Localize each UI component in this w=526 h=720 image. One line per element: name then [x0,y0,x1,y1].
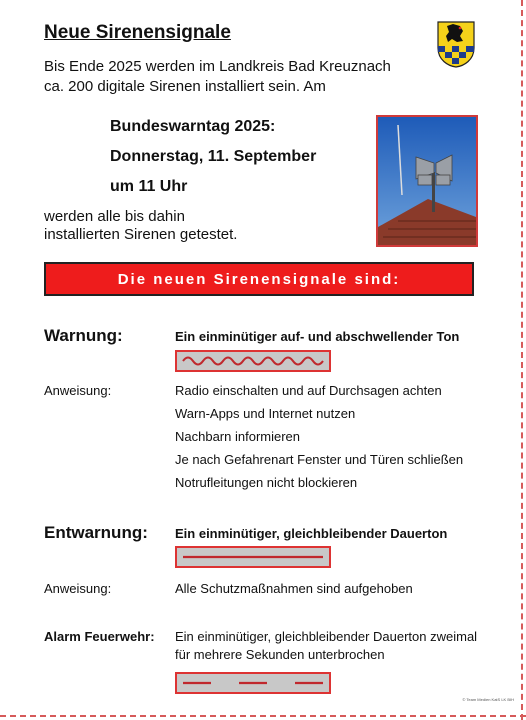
warning-instruction-2: Warn-Apps und Internet nutzen [175,406,356,421]
warning-heading: Warnung: [44,326,123,345]
all-clear-instruction: Alle Schutzmaßnahmen sind aufgehoben [175,581,413,596]
fire-alarm-description-2: für mehrere Sekunden unterbrochen [175,647,385,662]
all-clear-instruction-label: Anweisung: [44,581,112,596]
page-title: Neue Sirenensignale [44,22,231,43]
siren-photo [376,115,478,247]
intro-line-2: ca. 200 digitale Sirenen installiert sein. Am [44,78,326,95]
tested-line-1: werden alle bis dahin [44,208,185,225]
event-date: Donnerstag, 11. September [110,148,317,165]
event-time: um 11 Uhr [110,178,188,195]
event-name: Bundeswarntag 2025: [110,118,276,135]
fire-alarm-heading: Alarm Feuerwehr: [44,629,155,644]
fire-alarm-description-1: Ein einminütiger, gleichbleibender Dauerton zweimal [175,629,478,644]
warning-instruction-4: Je nach Gefahrenart Fenster und Türen schließen [175,452,464,467]
tested-text [44,208,364,244]
all-clear-description: Ein einminütiger, gleichbleibender Dauerton [175,526,448,541]
intro-text [44,57,444,97]
all-clear-heading: Entwarnung: [44,523,148,542]
signals-banner: Die neuen Sirenensignale sind: [44,262,474,296]
fire-alarm-signal-dashes-icon [175,672,331,694]
all-clear-signal-line-icon [175,546,331,568]
warning-instruction-3: Nachbarn informieren [175,429,301,444]
warning-signal-wave-icon [175,350,331,372]
tested-line-2: installierten Sirenen getestet. [44,226,238,243]
warning-instruction-5: Notrufleitungen nicht blockieren [175,475,358,490]
intro-line-1: Bis Ende 2025 werden im Landkreis Bad Kreuznach [44,58,391,75]
page-border-bottom [0,715,526,717]
warning-instruction-1: Radio einschalten und auf Durchsagen achten [175,383,442,398]
warning-instruction-label: Anweisung: [44,383,112,398]
warning-description: Ein einminütiger auf- und abschwellender Ton [175,329,460,344]
footer-credit: © Team Medien KatS LK BIH [462,697,514,702]
page-border-right [521,0,523,720]
